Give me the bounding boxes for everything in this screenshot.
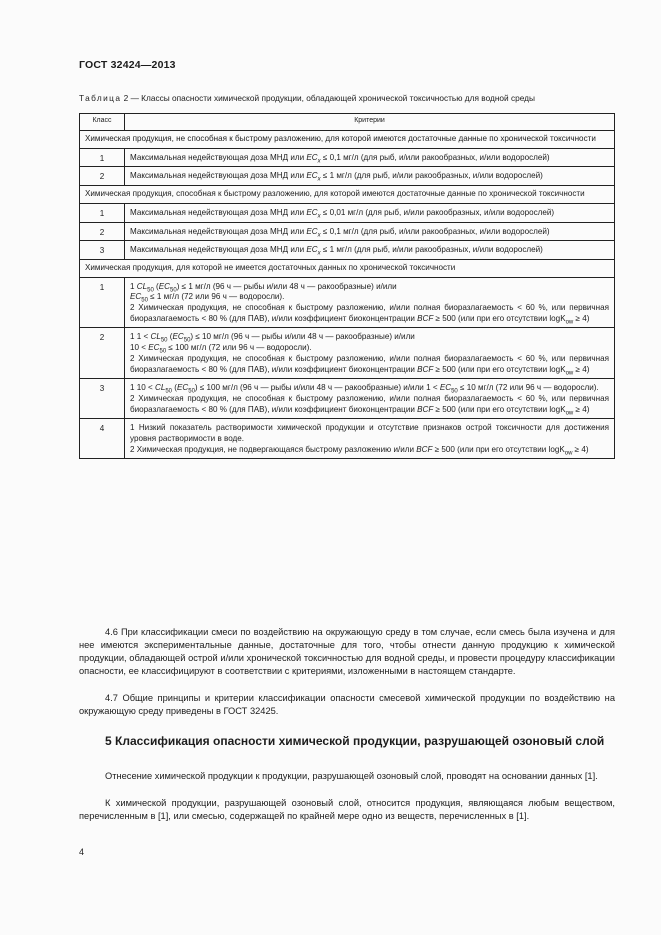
group-heading: Химическая продукция, для которой не имеется достаточных данных по хронической токсичности <box>80 259 615 277</box>
class-cell: 3 <box>80 379 125 419</box>
section-5-title: 5 Классификация опасности химической продукции, разрушающей озоновый слой <box>105 734 605 748</box>
table-caption-label: Таблица <box>79 93 122 103</box>
group-heading-row <box>80 131 615 149</box>
class-cell: 2 <box>80 167 125 186</box>
table-row <box>80 379 615 419</box>
criteria-cell: Максимальная недействующая доза МНД или $EC_x \le 0,1$ мг/л (для рыб, и/или ракообразных, и/или водорослей) <box>125 222 615 241</box>
criteria-cell: Максимальная недействующая доза МНД или $EC_x \le 1$ мг/л (для рыб, и/или ракообразных, и/или водорослей) <box>125 167 615 186</box>
page-number: 4 <box>79 847 85 857</box>
table-caption-text: 2 — Классы опасности химической продукции, обладающей хронической токсичностью для водной среды <box>121 93 535 103</box>
paragraph-4-6: 4.6 При классификации смеси по воздействию на окружающую среду в том случае, если смесь была изучена и для нее имеются экспериментальные данные, достаточные для того, чтобы отнести данную продукцию к химической продукции, обладающей острой и/или хронической токсичностью для водной среды, и провести процедуру классификации опасности, ее классифицируют в соответствии с критериями, изложенными в настоящем стандарте. <box>79 627 615 676</box>
criteria-cell: 1 $CL_{50}$ $(EC_{50}) \le 1$ мг/л (96 ч — рыбы и/или 48 ч — ракообразные) и/или $EC_{50} \le 1$ мг/л (72 или 96 ч — водоросли). 2 Химическая продукция, не способная к быстрому разложению, и/или полная биоразлагаемость < 60 %, или первичная биоразлагаемость < 80 % (для ПАВ), и/или коэффициент биоконцентрации BCF ≥ 500 (или при его отсутствии logK$_{ow}$ ≥ 4) <box>125 277 615 328</box>
table-header-row <box>80 114 615 131</box>
table-row <box>80 203 615 222</box>
table-row <box>80 277 615 328</box>
criteria-cell: Максимальная недействующая доза МНД или $EC_x \le 0,01$ мг/л (для рыб, и/или ракообразных, и/или водорослей) <box>125 203 615 222</box>
class-cell: 1 <box>80 203 125 222</box>
page-header: ГОСТ 32424—2013 <box>79 59 176 71</box>
criteria-cell: 1 $10 < CL_{50}$ $(EC_{50}) \le 100$ мг/л (96 ч — рыбы и/или 48 ч — ракообразные) и/или $1 < EC_{50} \le 10$ мг/л (72 или 96 ч — водоросли). 2 Химическая продукция, не способная к быстрому разложению, и/или полная биоразлагаемость < 60 %, или первичная биоразлагаемость < 80 % (для ПАВ), и/или коэффициент биоконцентрации BCF ≥ 500 (или при его отсутствии logK$_{ow}$ ≥ 4) <box>125 379 615 419</box>
table-row <box>80 167 615 186</box>
group-heading: Химическая продукция, способная к быстрому разложению, для которой имеются достаточные данные по хронической токсичности <box>80 186 615 204</box>
class-cell: 1 <box>80 277 125 328</box>
table-caption <box>79 93 624 103</box>
col-header-class: Класс <box>80 114 125 131</box>
group-heading-row <box>80 259 615 277</box>
table-row <box>80 419 615 459</box>
class-cell: 2 <box>80 328 125 379</box>
group-heading: Химическая продукция, не способная к быстрому разложению, для которой имеются достаточные данные по хронической токсичности <box>80 131 615 149</box>
class-cell: 4 <box>80 419 125 459</box>
table-row <box>80 148 615 167</box>
paragraph-4-7: 4.7 Общие принципы и критерии классификации опасности смесевой химической продукции по воздействию на окружающую среду приведены в ГОСТ 32425. <box>79 693 615 716</box>
table-row <box>80 241 615 260</box>
col-header-criteria: Критерии <box>125 114 615 131</box>
group-heading-row <box>80 186 615 204</box>
paragraph-5-1: Отнесение химической продукции к продукции, разрушающей озоновый слой, проводят на основании данных [1]. <box>105 771 598 781</box>
criteria-cell: 1 $1 < CL_{50}$ $(EC_{50}) \le 10$ мг/л (96 ч — рыбы и/или 48 ч — ракообразные) и/или $10 < EC_{50} \le 100$ мг/л (72 или 96 ч — водоросли). 2 Химическая продукция, не способная к быстрому разложению, и/или полная биоразлагаемость < 60 %, или первичная биоразлагаемость < 80 % (для ПАВ), и/или коэффициент биоконцентрации BCF ≥ 500 (или при его отсутствии logK$_{ow}$ ≥ 4) <box>125 328 615 379</box>
class-cell: 1 <box>80 148 125 167</box>
criteria-cell: Максимальная недействующая доза МНД или $EC_x \le 0,1$ мг/л (для рыб, и/или ракообразных, и/или водорослей) <box>125 148 615 167</box>
table-row <box>80 222 615 241</box>
class-cell: 2 <box>80 222 125 241</box>
paragraph-5-2: К химической продукции, разрушающей озоновый слой, относится продукция, являющаяся любым веществом, перечисленным в [1], или смесью, содержащей по крайней мере одно из веществ, перечисленных в [1]. <box>79 798 615 821</box>
classification-table <box>79 113 615 459</box>
criteria-cell: 1 Низкий показатель растворимости химической продукции и отсутствие признаков острой токсичности для достижения уровня растворимости в воде. 2 Химическая продукция, не подвергающаяся быстрому разложению и/или BCF ≥ 500 (или при его отсутствии logK$_{ow}$ ≥ 4) <box>125 419 615 459</box>
criteria-cell: Максимальная недействующая доза МНД или $EC_x \le 1$ мг/л (для рыб, и/или ракообразных, и/или водорослей) <box>125 241 615 260</box>
table-row <box>80 328 615 379</box>
class-cell: 3 <box>80 241 125 260</box>
